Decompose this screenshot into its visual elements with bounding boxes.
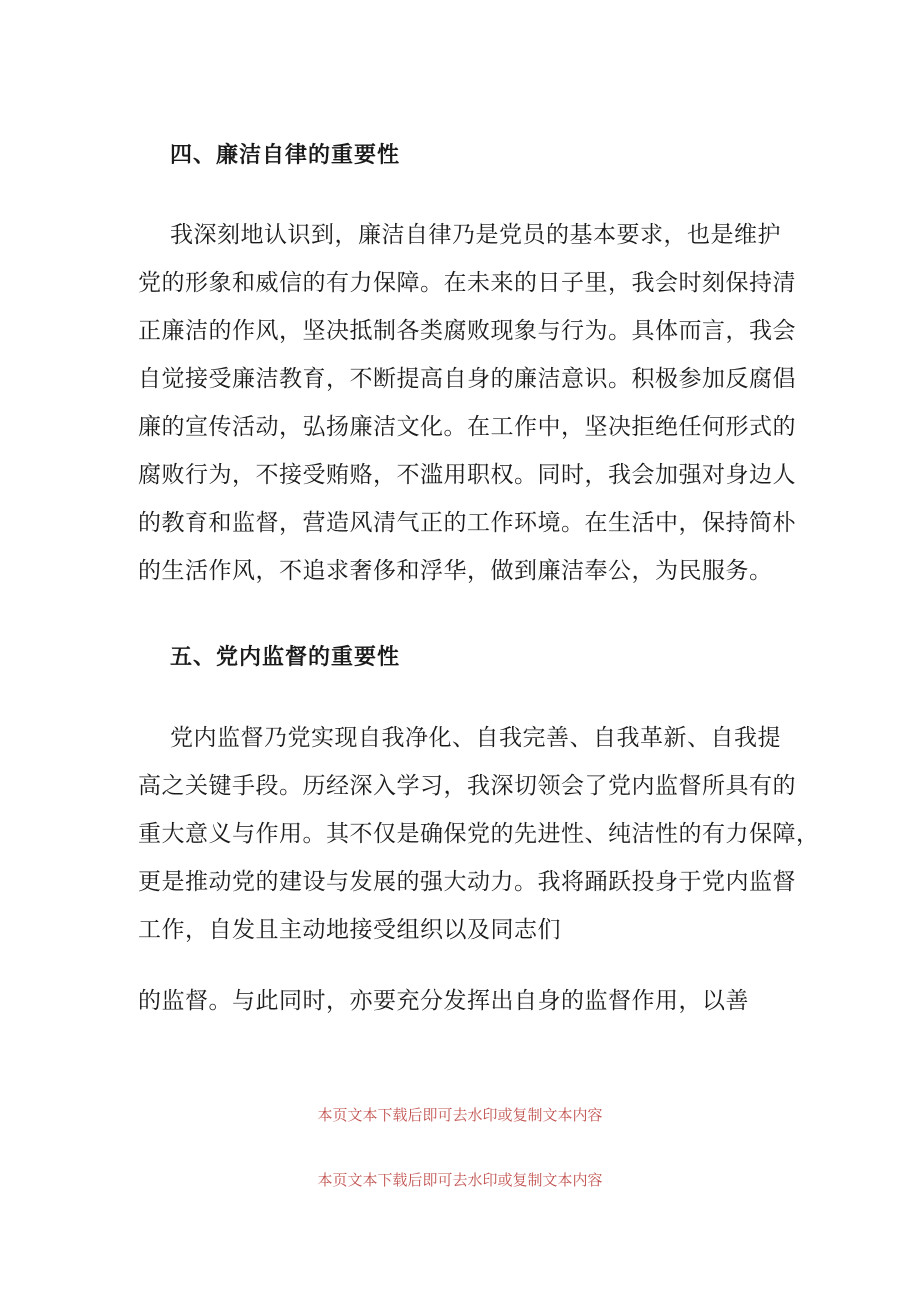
watermark-notice: 本页文本下载后即可去水印或复制文本内容 [317,1171,603,1189]
section-4-paragraph-line: 的教育和监督，营造风清气正的工作环境。在生活中，保持简朴 [138,510,796,536]
section-5-paragraph-line: 党内监督乃党实现自我净化、自我完善、自我革新、自我提 [170,725,781,751]
section-5-paragraph-line: 更是推动党的建设与发展的强大动力。我将踊跃投身于党内监督 [138,869,796,895]
section-4-paragraph-line: 自觉接受廉洁教育，不断提高自身的廉洁意识。积极参加反腐倡 [138,366,796,392]
section-4-paragraph-line: 廉的宣传活动，弘扬廉洁文化。在工作中，坚决拒绝任何形式的 [138,414,796,440]
section-5-paragraph-line: 高之关键手段。历经深入学习，我深切领会了党内监督所具有的 [138,773,796,799]
section-4-paragraph-line: 的生活作风，不追求奢侈和浮华，做到廉洁奉公，为民服务。 [138,558,773,584]
section-5-heading: 五、党内监督的重要性 [170,645,401,670]
section-4-heading: 四、廉洁自律的重要性 [170,143,401,168]
section-5-paragraph-line: 重大意义与作用。其不仅是确保党的先进性、纯洁性的有力保障， [138,821,820,847]
section-5-paragraph-line: 工作，自发且主动地接受组织以及同志们 [138,917,561,943]
watermark-notice: 本页文本下载后即可去水印或复制文本内容 [317,1106,603,1124]
section-4-paragraph-line: 腐败行为，不接受贿赂，不滥用职权。同时，我会加强对身边人 [138,462,796,488]
section-4-paragraph-line: 我深刻地认识到，廉洁自律乃是党员的基本要求，也是维护 [170,222,781,248]
section-4-paragraph-line: 正廉洁的作风，坚决抵制各类腐败现象与行为。具体而言，我会 [138,318,796,344]
section-4-paragraph-line: 党的形象和威信的有力保障。在未来的日子里，我会时刻保持清 [138,270,796,296]
section-5-continuation-line: 的监督。与此同时，亦要充分发挥出自身的监督作用，以善 [138,988,749,1014]
